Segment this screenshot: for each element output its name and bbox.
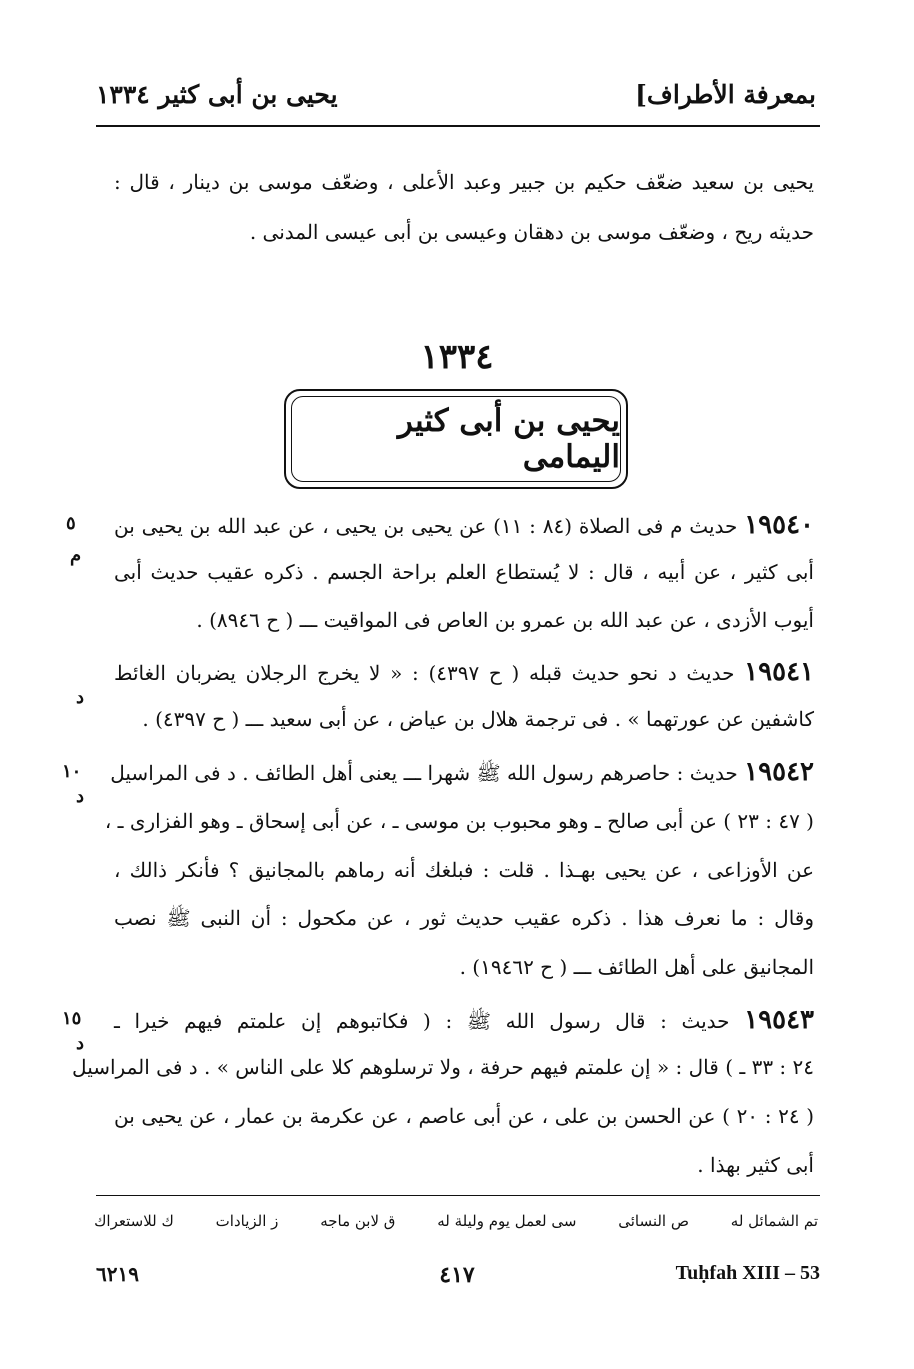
narrator-name: يحيى بن أبى كثير اليمامى	[291, 396, 621, 482]
hadith-entry-line: أبى كثير بهذا .	[697, 1153, 814, 1177]
hadith-entry-line: أبى كثير ، عن أبيه ، قال : لا يُستطاع العلم براحة الجسم . ذكره عقيب حديث أبى	[114, 560, 814, 584]
siglum-entry: ق لابن ماجه	[320, 1212, 396, 1230]
sigla-key	[94, 1212, 818, 1230]
print-number: ٦٢١٩	[96, 1262, 139, 1286]
line-number-10: ١٠	[62, 761, 82, 782]
siglum-entry: تم الشمائل له	[730, 1212, 818, 1230]
narrator-name-box	[284, 389, 628, 489]
hadith-entry-line	[114, 1005, 814, 1038]
hadith-text: حديث د نحو حديث قبله ( ح ٤٣٩٧) : « لا يخرج الرجلان يضربان الغائط	[114, 661, 735, 685]
line-number-5: ٥	[66, 513, 76, 534]
hadith-entry-line	[114, 510, 814, 540]
footer-rule	[96, 1195, 820, 1196]
running-header-right: بمعرفة الأطراف]	[635, 80, 816, 109]
siglum-mark: م	[70, 545, 82, 566]
header-rule	[96, 125, 820, 127]
hadith-entry-line: ( ٤٧ : ٢٣ ) عن أبى صالح ـ وهو محبوب بن موسى ـ ، عن أبى إسحاق ـ وهو الفزارى ـ ،	[104, 809, 814, 833]
hadith-entry-line: كاشفين عن عورتهما » . فى ترجمة هلال بن عياض ، عن أبى سعيد ـــ ( ح ٤٣٩٧) .	[142, 707, 814, 731]
hadith-entry-line	[110, 757, 814, 790]
hadith-entry-line: أيوب الأزدى ، عن عبد الله بن عمرو بن العاص فى المواقيت ـــ ( ح ٨٩٤٦) .	[196, 608, 814, 632]
hadith-number: ١٩٥٤٢	[744, 757, 814, 787]
siglum-entry: سى لعمل يوم وليلة له	[437, 1212, 577, 1230]
volume-label: Tuḥfah XIII – 53	[675, 1262, 820, 1284]
intro-line: يحيى بن سعيد ضعّف حكيم بن جبير وعبد الأعلى ، وضعّف موسى بن دينار ، قال :	[114, 170, 814, 194]
page-number: ٤١٧	[439, 1262, 475, 1288]
siglum-entry: ص النسائى	[618, 1212, 689, 1230]
section-number: ١٣٣٤	[420, 337, 494, 377]
hadith-number: ١٩٥٤٣	[744, 1005, 814, 1035]
hadith-entry-line	[114, 657, 814, 687]
hadith-number: ١٩٥٤١	[744, 657, 814, 687]
siglum-mark: د	[76, 786, 85, 807]
hadith-text: حديث : قال رسول الله ﷺ : ( فكاتبوهم إن علمتم فيهم خيرا ـ	[114, 1009, 730, 1033]
siglum-mark: د	[76, 1033, 85, 1054]
running-header-left: يحيى بن أبى كثير ١٣٣٤	[96, 80, 338, 109]
siglum-entry: ك للاستعراك	[94, 1212, 174, 1230]
siglum-entry: ز الزيادات	[215, 1212, 279, 1230]
hadith-entry-line: المجانيق على أهل الطائف ـــ ( ح ١٩٤٦٢) .	[459, 955, 814, 979]
line-number-15: ١٥	[62, 1008, 82, 1029]
hadith-number: ١٩٥٤٠	[744, 510, 815, 540]
siglum-mark: د	[76, 687, 85, 708]
hadith-entry-line: وقال : ما نعرف هذا . ذكره عقيب حديث ثور ، عن مكحول : أن النبى ﷺ نصب	[114, 906, 814, 930]
hadith-entry-line: ٢٤ : ٣٣ ـ ) قال : « إن علمتم فيهم حرفة ، ولا ترسلوهم كلا على الناس » . د فى المراسيل	[72, 1055, 814, 1079]
intro-line: حديثه ريح ، وضعّف موسى بن دهقان وعيسى بن أبى عيسى المدنى .	[249, 220, 814, 244]
hadith-text: حديث م فى الصلاة (٨٤ : ١١) عن يحيى بن يحيى ، عن عبد الله بن يحيى بن	[114, 514, 738, 538]
hadith-text: حديث : حاصرهم رسول الله ﷺ شهرا ـــ يعنى أهل الطائف . د فى المراسيل	[110, 761, 738, 785]
hadith-entry-line: ( ٢٤ : ٢٠ ) عن الحسن بن على ، عن أبى عاصم ، عن عكرمة بن عمار ، عن يحيى بن	[114, 1104, 815, 1128]
hadith-entry-line: عن الأوزاعى ، عن يحيى بهـذا . قلت : فبلغك أنه رماهم بالمجانيق ؟ فأنكر ذالك ،	[114, 858, 814, 882]
